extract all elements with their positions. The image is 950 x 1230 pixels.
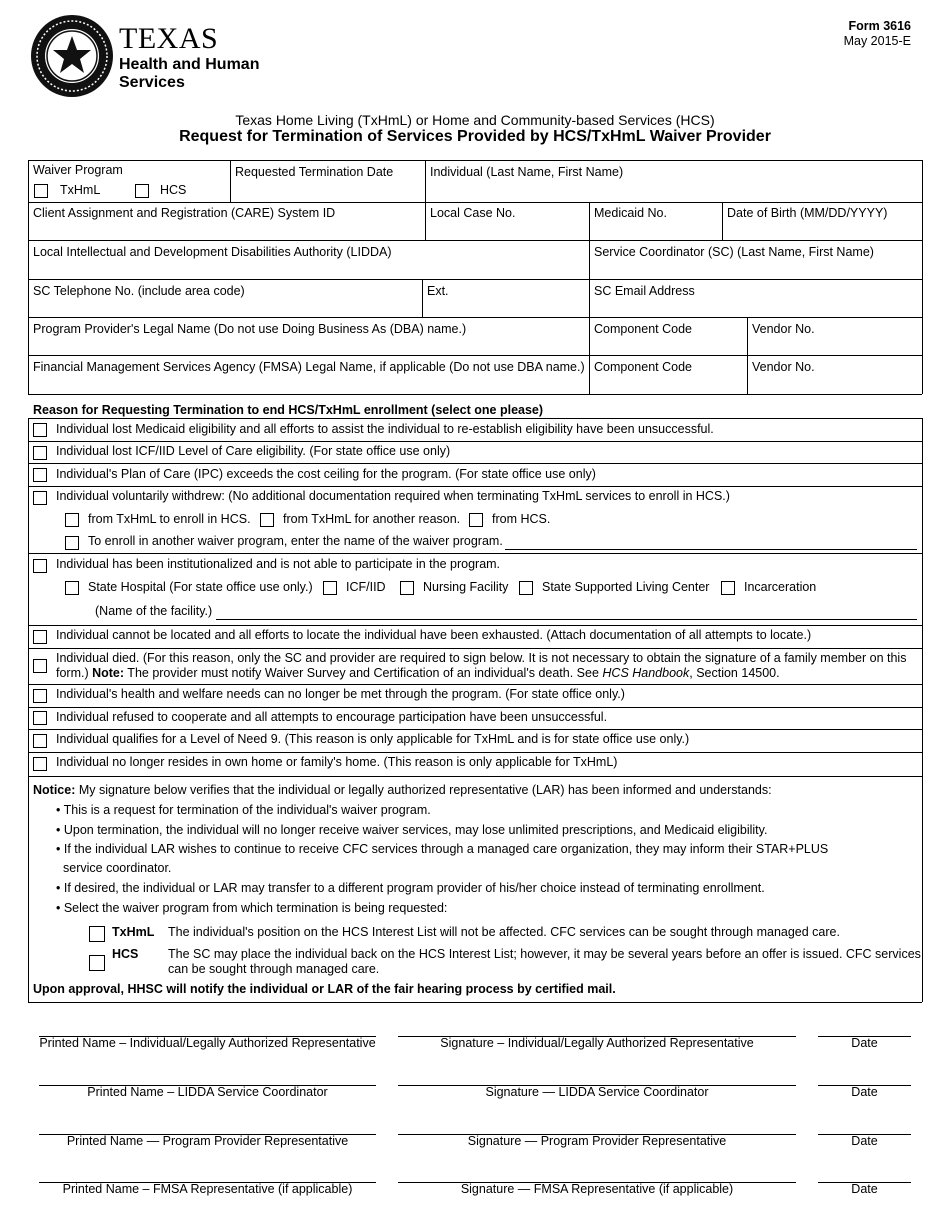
lidda-field[interactable]: Local Intellectual and Development Disabilities Authority (LIDDA) bbox=[33, 245, 392, 259]
reason-4c-checkbox[interactable] bbox=[469, 513, 483, 527]
notice-hcs-text-line1: The SC may place the individual back on the HCS Interest List; however, it may be several years before an offer is issued. CFC services bbox=[168, 947, 921, 961]
reason-8-text: Individual's health and welfare needs can no longer be met through the program. (For state office only.) bbox=[56, 687, 625, 701]
care-id-field[interactable]: Client Assignment and Registration (CARE) System ID bbox=[33, 206, 336, 220]
notice-label: Notice: bbox=[33, 783, 76, 797]
requested-termination-date-field[interactable]: Requested Termination Date bbox=[235, 165, 394, 179]
vendor-no-field-2[interactable]: Vendor No. bbox=[752, 360, 815, 374]
form-date: May 2015-E bbox=[843, 34, 911, 48]
reason-11-checkbox[interactable] bbox=[33, 757, 47, 771]
reason-10-text: Individual qualifies for a Level of Need 9. (This reason is only applicable for TxHmL and is for state office use only.) bbox=[56, 732, 690, 746]
notice-bullet-1: • This is a request for termination of the individual's waiver program. bbox=[56, 803, 431, 817]
agency-texas: TEXAS bbox=[119, 22, 219, 55]
approval-statement: Upon approval, HHSC will notify the individual or LAR of the fair hearing process by certified mail. bbox=[33, 982, 616, 996]
notice-txhml-text: The individual's position on the HCS Interest List will not be affected. CFC services can be sought through managed care. bbox=[168, 925, 840, 939]
component-code-field-2[interactable]: Component Code bbox=[594, 360, 692, 374]
printed-name-4-caption: Printed Name – FMSA Representative (if applicable) bbox=[62, 1182, 353, 1196]
reason-4a-checkbox[interactable] bbox=[65, 513, 79, 527]
reason-2-text: Individual lost ICF/IID Level of Care eligibility. (For state office use only) bbox=[56, 444, 451, 458]
printed-name-3-caption: Printed Name — Program Provider Representative bbox=[66, 1134, 349, 1148]
reason-1-checkbox[interactable] bbox=[33, 423, 47, 437]
reason-11-text: Individual no longer resides in own home or family's home. (This reason is only applicable for TxHmL) bbox=[56, 755, 618, 769]
printed-name-2-caption: Printed Name – LIDDA Service Coordinator bbox=[87, 1085, 328, 1099]
reason-7-text-2b: The provider must notify Waiver Survey and Certification of an individual's death. See bbox=[124, 666, 603, 680]
reason-9-checkbox[interactable] bbox=[33, 711, 47, 725]
form-title: Request for Termination of Services Provided by HCS/TxHmL Waiver Provider bbox=[179, 128, 771, 145]
texas-seal-logo bbox=[30, 14, 114, 98]
reason-1-text: Individual lost Medicaid eligibility and all efforts to assist the individual to re-establish eligibility have been unsuccessful. bbox=[56, 422, 714, 436]
notice-bullet-5: • Select the waiver program from which termination is being requested: bbox=[56, 901, 448, 915]
reason-6-checkbox[interactable] bbox=[33, 630, 47, 644]
reason-5c-text: Nursing Facility bbox=[423, 580, 509, 594]
notice-bullet-3-line1: • If the individual LAR wishes to continue to receive CFC services through a managed care organization, they may inform their STAR+PLUS bbox=[56, 842, 829, 856]
reason-7-note-label: Note: bbox=[92, 666, 125, 680]
form-subtitle: Texas Home Living (TxHmL) or Home and Community-based Services (HCS) bbox=[235, 112, 715, 128]
date-1-caption: Date bbox=[851, 1036, 878, 1050]
facility-name-label: (Name of the facility.) bbox=[95, 604, 213, 618]
reason-5a-checkbox[interactable] bbox=[65, 581, 79, 595]
medicaid-no-field[interactable]: Medicaid No. bbox=[594, 206, 667, 220]
form-number: Form 3616 bbox=[848, 19, 911, 33]
notice-hcs-label: HCS bbox=[112, 947, 139, 961]
reason-6-text: Individual cannot be located and all efforts to locate the individual have been exhausted. (Attach documentation of all attempts to locate.) bbox=[56, 628, 812, 642]
reason-7-text-line2 bbox=[56, 666, 780, 681]
component-code-field-1[interactable]: Component Code bbox=[594, 322, 692, 336]
reason-4d-text: To enroll in another waiver program, enter the name of the waiver program. bbox=[88, 534, 503, 548]
waiver-program-label: Waiver Program bbox=[33, 163, 123, 177]
reason-5a-text: State Hospital (For state office use only.) bbox=[88, 580, 313, 594]
reason-7-handbook-ref: HCS Handbook bbox=[602, 666, 690, 680]
signature-1-caption: Signature – Individual/Legally Authorized Representative bbox=[440, 1036, 754, 1050]
reason-5-text: Individual has been institutionalized and is not able to participate in the program. bbox=[56, 557, 501, 571]
agency-line2: Health and Human bbox=[119, 56, 260, 73]
reason-5e-text: Incarceration bbox=[744, 580, 817, 594]
notice-txhml-checkbox[interactable] bbox=[89, 926, 105, 942]
reason-4b-text: from TxHmL for another reason. bbox=[283, 512, 461, 526]
notice-bullet-4: • If desired, the individual or LAR may transfer to a different program provider of his/her choice instead of terminating enrollment. bbox=[56, 881, 765, 895]
reason-4-checkbox[interactable] bbox=[33, 491, 47, 505]
reason-4a-text: from TxHmL to enroll in HCS. bbox=[88, 512, 251, 526]
sc-email-field[interactable]: SC Email Address bbox=[594, 284, 695, 298]
reason-7-checkbox[interactable] bbox=[33, 659, 47, 673]
notice-bullet-2: • Upon termination, the individual will no longer receive waiver services, may lose unlimited prescriptions, and Medicaid eligibility. bbox=[56, 823, 768, 837]
date-4-caption: Date bbox=[851, 1182, 878, 1196]
notice-hcs-checkbox[interactable] bbox=[89, 955, 105, 971]
individual-name-field[interactable]: Individual (Last Name, First Name) bbox=[430, 165, 624, 179]
notice-intro bbox=[33, 783, 772, 798]
reason-7-text-line1: Individual died. (For this reason, only the SC and provider are required to sign below. It is not necessary to obtain the signature of a family member on this bbox=[56, 651, 907, 665]
agency-line3: Services bbox=[119, 74, 185, 91]
txhml-checkbox[interactable] bbox=[34, 184, 48, 198]
notice-txhml-label: TxHmL bbox=[112, 925, 155, 939]
reason-5b-text: ICF/IID bbox=[346, 580, 386, 594]
hcs-checkbox[interactable] bbox=[135, 184, 149, 198]
reason-4-text: Individual voluntarily withdrew: (No additional documentation required when terminating TxHmL services to enroll in HCS.) bbox=[56, 489, 730, 503]
reason-9-text: Individual refused to cooperate and all attempts to encourage participation have been unsuccessful. bbox=[56, 710, 608, 724]
facility-name-input[interactable] bbox=[216, 619, 917, 620]
hcs-label: HCS bbox=[160, 183, 187, 197]
reason-8-checkbox[interactable] bbox=[33, 689, 47, 703]
reason-3-text: Individual's Plan of Care (IPC) exceeds the cost ceiling for the program. (For state office use only) bbox=[56, 467, 596, 481]
reason-7-text-2a: form.) bbox=[56, 666, 93, 680]
vendor-no-field-1[interactable]: Vendor No. bbox=[752, 322, 815, 336]
reason-3-checkbox[interactable] bbox=[33, 468, 47, 482]
signature-4-caption: Signature — FMSA Representative (if applicable) bbox=[460, 1182, 734, 1196]
reason-4c-text: from HCS. bbox=[492, 512, 551, 526]
printed-name-1-caption: Printed Name – Individual/Legally Authorized Representative bbox=[39, 1036, 376, 1050]
txhml-label: TxHmL bbox=[60, 183, 101, 197]
date-3-caption: Date bbox=[851, 1134, 878, 1148]
reason-5c-checkbox[interactable] bbox=[400, 581, 414, 595]
signature-3-caption: Signature — Program Provider Representative bbox=[467, 1134, 727, 1148]
reason-4b-checkbox[interactable] bbox=[260, 513, 274, 527]
reason-5b-checkbox[interactable] bbox=[323, 581, 337, 595]
reason-4d-checkbox[interactable] bbox=[65, 536, 79, 550]
waiver-program-name-input[interactable] bbox=[505, 549, 917, 550]
notice-bullet-3-line2: service coordinator. bbox=[63, 861, 172, 875]
reasons-heading: Reason for Requesting Termination to end HCS/TxHmL enrollment (select one please) bbox=[33, 403, 544, 417]
reason-5d-checkbox[interactable] bbox=[519, 581, 533, 595]
fmsa-legal-name-field[interactable]: Financial Management Services Agency (FMSA) Legal Name, if applicable (Do not use DBA name.) bbox=[33, 360, 585, 374]
reason-5e-checkbox[interactable] bbox=[721, 581, 735, 595]
reason-5-checkbox[interactable] bbox=[33, 559, 47, 573]
notice-hcs-text-line2: can be sought through managed care. bbox=[168, 962, 380, 976]
ext-field[interactable]: Ext. bbox=[427, 284, 449, 298]
reason-7-text-2c: , Section 14500. bbox=[689, 666, 780, 680]
agency-name bbox=[119, 24, 259, 91]
dob-field[interactable]: Date of Birth (MM/DD/YYYY) bbox=[727, 206, 888, 220]
reason-10-checkbox[interactable] bbox=[33, 734, 47, 748]
sc-phone-field[interactable]: SC Telephone No. (include area code) bbox=[33, 284, 245, 298]
notice-intro-text: My signature below verifies that the individual or legally authorized representative (LAR) has been informed and understands: bbox=[75, 783, 772, 797]
signature-2-caption: Signature — LIDDA Service Coordinator bbox=[485, 1085, 709, 1099]
provider-legal-name-field[interactable]: Program Provider's Legal Name (Do not use Doing Business As (DBA) name.) bbox=[33, 322, 467, 336]
service-coordinator-field[interactable]: Service Coordinator (SC) (Last Name, First Name) bbox=[594, 245, 874, 259]
reason-2-checkbox[interactable] bbox=[33, 446, 47, 460]
reason-5d-text: State Supported Living Center bbox=[542, 580, 710, 594]
local-case-no-field[interactable]: Local Case No. bbox=[430, 206, 516, 220]
date-2-caption: Date bbox=[851, 1085, 878, 1099]
